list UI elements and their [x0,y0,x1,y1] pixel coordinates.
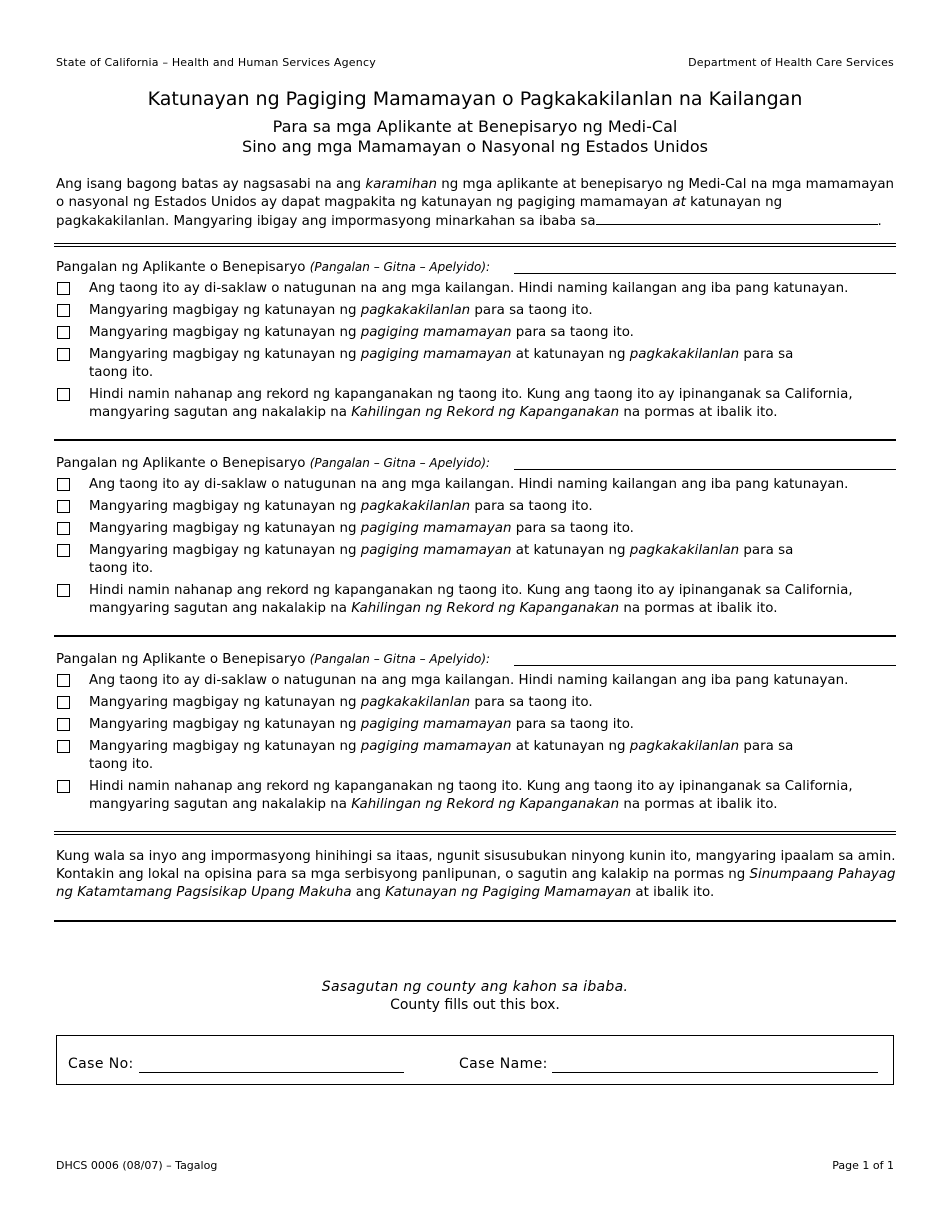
department-header: Department of Health Care Services [688,56,894,69]
checkbox[interactable] [57,348,70,361]
checkbox[interactable] [57,674,70,687]
page-subtitle-1: Para sa mga Aplikante at Benepisaryo ng Medi-Cal [272,117,678,136]
applicant-name-label: Pangalan ng Aplikante o Benepisaryo [56,456,310,471]
option-identity-proof: Mangyaring magbigay ng katunayan ng pagkakakilanlan para sa taong ito. [56,302,896,320]
case-name-field[interactable] [552,1072,878,1073]
option-citizenship-proof: Mangyaring magbigay ng katunayan ng pagiging mamamayan para sa taong ito. [56,520,896,538]
checkbox[interactable] [57,326,70,339]
applicant-section-3 [56,650,896,818]
page-title: Katunayan ng Pagiging Mamamayan o Pagkakakilanlan na Kailangan [147,88,803,110]
applicant-name-field[interactable] [514,469,896,470]
applicant-section-1 [56,258,896,426]
checkbox[interactable] [57,388,70,401]
checkbox[interactable] [57,696,70,709]
county-instruction-english: County fills out this box. [390,997,560,1013]
applicant-name-field[interactable] [514,273,896,274]
applicant-name-label: Pangalan ng Aplikante o Benepisaryo [56,652,310,667]
option-exempt: Ang taong ito ay di-saklaw o natugunan na ang mga kailangan. Hindi naming kailangan ang iba pang katunayan. [56,672,896,690]
checkbox[interactable] [57,544,70,557]
checkbox[interactable] [57,282,70,295]
checkbox[interactable] [57,478,70,491]
double-divider [54,831,896,835]
option-both-proof: Mangyaring magbigay ng katunayan ng pagiging mamamayan at katunayan ng pagkakakilanlan para sa taong ito. [56,738,839,774]
applicant-name-hint: (Pangalan – Gitna – Apelyido): [309,652,491,666]
option-identity-proof: Mangyaring magbigay ng katunayan ng pagkakakilanlan para sa taong ito. [56,694,896,712]
checkbox[interactable] [57,584,70,597]
closing-paragraph: Kung wala sa inyo ang impormasyong hinihingi sa itaas, ngunit sisusubukan ninyong kunin ito, mangyaring ipaalam sa amin. Kontakin ang lokal na opisina para sa mga serbisyong panlipunan, o sagutin ang kalakip na pormas ng Sinumpaang Pahayag ng Katamtamang Pagsisikap Upang Makuha ang Katunayan ng Pagiging Mamamayan at ibalik ito. [56,849,896,900]
page-number: Page 1 of 1 [832,1159,894,1172]
applicant-name-row [56,454,896,476]
option-exempt: Ang taong ito ay di-saklaw o natugunan na ang mga kailangan. Hindi naming kailangan ang iba pang katunayan. [56,280,896,298]
option-both-proof: Mangyaring magbigay ng katunayan ng pagiging mamamayan at katunayan ng pagkakakilanlan para sa taong ito. [56,346,839,382]
option-both-proof: Mangyaring magbigay ng katunayan ng pagiging mamamayan at katunayan ng pagkakakilanlan para sa taong ito. [56,542,839,578]
checkbox[interactable] [57,304,70,317]
county-instruction-tagalog: Sasagutan ng county ang kahon sa ibaba. [321,979,629,995]
checkbox[interactable] [57,740,70,753]
applicant-name-row [56,650,896,672]
closing-divider [54,920,896,922]
page-subtitle-2: Sino ang mga Mamamayan o Nasyonal ng Estados Unidos [242,137,708,156]
case-no-label: Case No: [68,1056,134,1072]
checkbox[interactable] [57,780,70,793]
applicant-name-hint: (Pangalan – Gitna – Apelyido): [309,260,491,274]
applicant-section-2 [56,454,896,622]
option-identity-proof: Mangyaring magbigay ng katunayan ng pagkakakilanlan para sa taong ito. [56,498,896,516]
option-exempt: Ang taong ito ay di-saklaw o natugunan na ang mga kailangan. Hindi naming kailangan ang iba pang katunayan. [56,476,896,494]
return-to-field[interactable] [596,212,878,225]
case-name-label: Case Name: [459,1056,548,1072]
checkbox[interactable] [57,500,70,513]
option-citizenship-proof: Mangyaring magbigay ng katunayan ng pagiging mamamayan para sa taong ito. [56,716,896,734]
intro-paragraph: Ang isang bagong batas ay nagsasabi na ang karamihan ng mga aplikante at benepisaryo ng Medi-Cal na mga mamamayan o nasyonal ng Estados Unidos ay dapat magpakita ng katunayan ng pagiging mamamayan at katunayan ng pagkakakilanlan. Mangyaring ibigay ang impormasyong minarkahan sa ibaba sa . [56,177,895,229]
checkbox[interactable] [57,522,70,535]
section-divider [54,635,896,637]
applicant-name-row [56,258,896,280]
applicant-name-field[interactable] [514,665,896,666]
option-citizenship-proof: Mangyaring magbigay ng katunayan ng pagiging mamamayan para sa taong ito. [56,324,896,342]
applicant-name-label: Pangalan ng Aplikante o Benepisaryo [56,260,310,275]
section-divider [54,439,896,441]
option-birth-record: Hindi namin nahanap ang rekord ng kapanganakan ng taong ito. Kung ang taong ito ay ipinanganak sa California, mangyaring sagutan ang nakalakip na Kahilingan ng Rekord ng Kapanganakan na pormas at ibalik ito. [56,582,896,618]
option-birth-record: Hindi namin nahanap ang rekord ng kapanganakan ng taong ito. Kung ang taong ito ay ipinanganak sa California, mangyaring sagutan ang nakalakip na Kahilingan ng Rekord ng Kapanganakan na pormas at ibalik ito. [56,778,896,814]
option-birth-record: Hindi namin nahanap ang rekord ng kapanganakan ng taong ito. Kung ang taong ito ay ipinanganak sa California, mangyaring sagutan ang nakalakip na Kahilingan ng Rekord ng Kapanganakan na pormas at ibalik ito. [56,386,896,422]
agency-header: State of California – Health and Human Services Agency [56,56,376,69]
form-id: DHCS 0006 (08/07) – Tagalog [56,1159,218,1172]
county-case-box [56,1035,894,1085]
case-no-field[interactable] [139,1072,404,1073]
checkbox[interactable] [57,718,70,731]
applicant-name-hint: (Pangalan – Gitna – Apelyido): [309,456,491,470]
double-divider [54,243,896,247]
